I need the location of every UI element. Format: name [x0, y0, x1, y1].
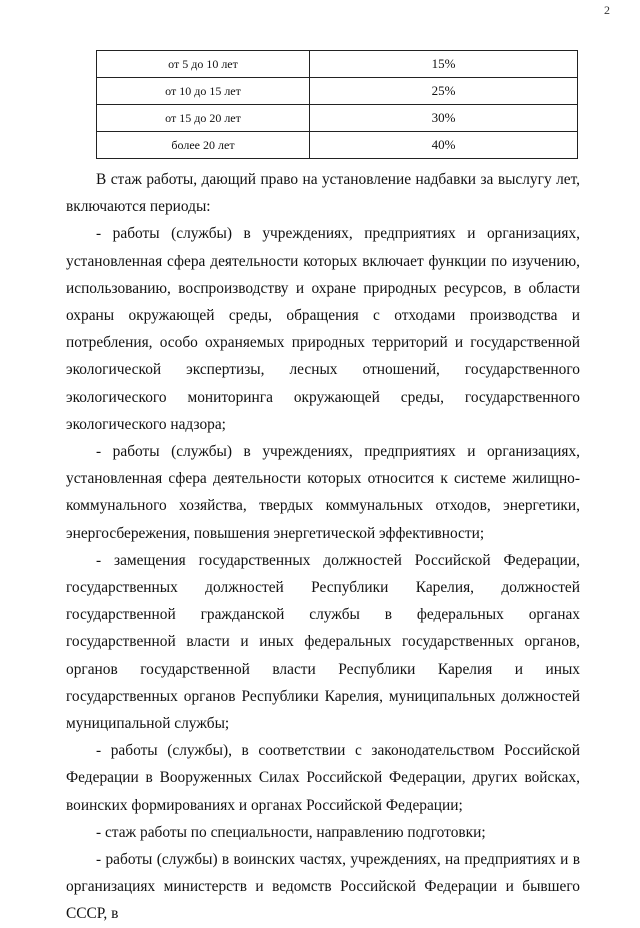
list-item: - работы (службы) в учреждениях, предприятиях и организациях, установленная сфера деятельности которых относится к системе жилищно-коммунального хозяйства, твердых коммунальных отходов, энергетики, энергосбережения, повышения энергетической эффективности;	[66, 443, 580, 542]
list-item: - стаж работы по специальности, направлению подготовки;	[96, 823, 486, 841]
list-item: - работы (службы) в учреждениях, предприятиях и организациях, установленная сфера деятельности которых включает функции по изучению, использованию, воспроизводству и охране природных ресурсов, в области охраны окружающей среды, обращения с отходами производства и потребления, особо охраняемых природных территорий и государственной экологической экспертизы, лесных отношений, государственного экологического мониторинга окружающей среды, государственного экологического надзора;	[66, 225, 580, 433]
list-item: - замещения государственных должностей Российской Федерации, государственных должностей Республики Карелия, должностей государственной гражданской службы в федеральных органах государственной власти и иных федеральных государственных органов, органов государственной власти Республики Карелия и иных государственных органов Республики Карелия, муниципальных должностей муниципальной службы;	[66, 551, 580, 733]
table-row	[97, 105, 578, 132]
list-item: - работы (службы) в воинских частях, учреждениях, на предприятиях и в организациях министерств и ведомств Российской Федерации и бывшего СССР, в	[66, 851, 580, 923]
table-row	[97, 132, 578, 159]
period-cell: от 10 до 15 лет	[97, 78, 310, 105]
list-item: - работы (службы), в соответствии с законодательством Российской Федерации в Вооруженных Силах Российской Федерации, других войсках, воинских формированиях и органах Российской Федерации;	[66, 742, 580, 814]
rate-cell: 25%	[310, 78, 578, 105]
period-cell: более 20 лет	[97, 132, 310, 159]
table-row	[97, 78, 578, 105]
rate-cell: 15%	[310, 51, 578, 78]
period-cell: от 15 до 20 лет	[97, 105, 310, 132]
seniority-rate-table	[96, 50, 578, 159]
document-body	[66, 166, 580, 928]
page-number: 2	[604, 3, 610, 17]
table-row	[97, 51, 578, 78]
period-cell: от 5 до 10 лет	[97, 51, 310, 78]
rate-cell: 40%	[310, 132, 578, 159]
intro-paragraph: В стаж работы, дающий право на установление надбавки за выслугу лет, включаются периоды:	[66, 171, 580, 216]
rate-cell: 30%	[310, 105, 578, 132]
